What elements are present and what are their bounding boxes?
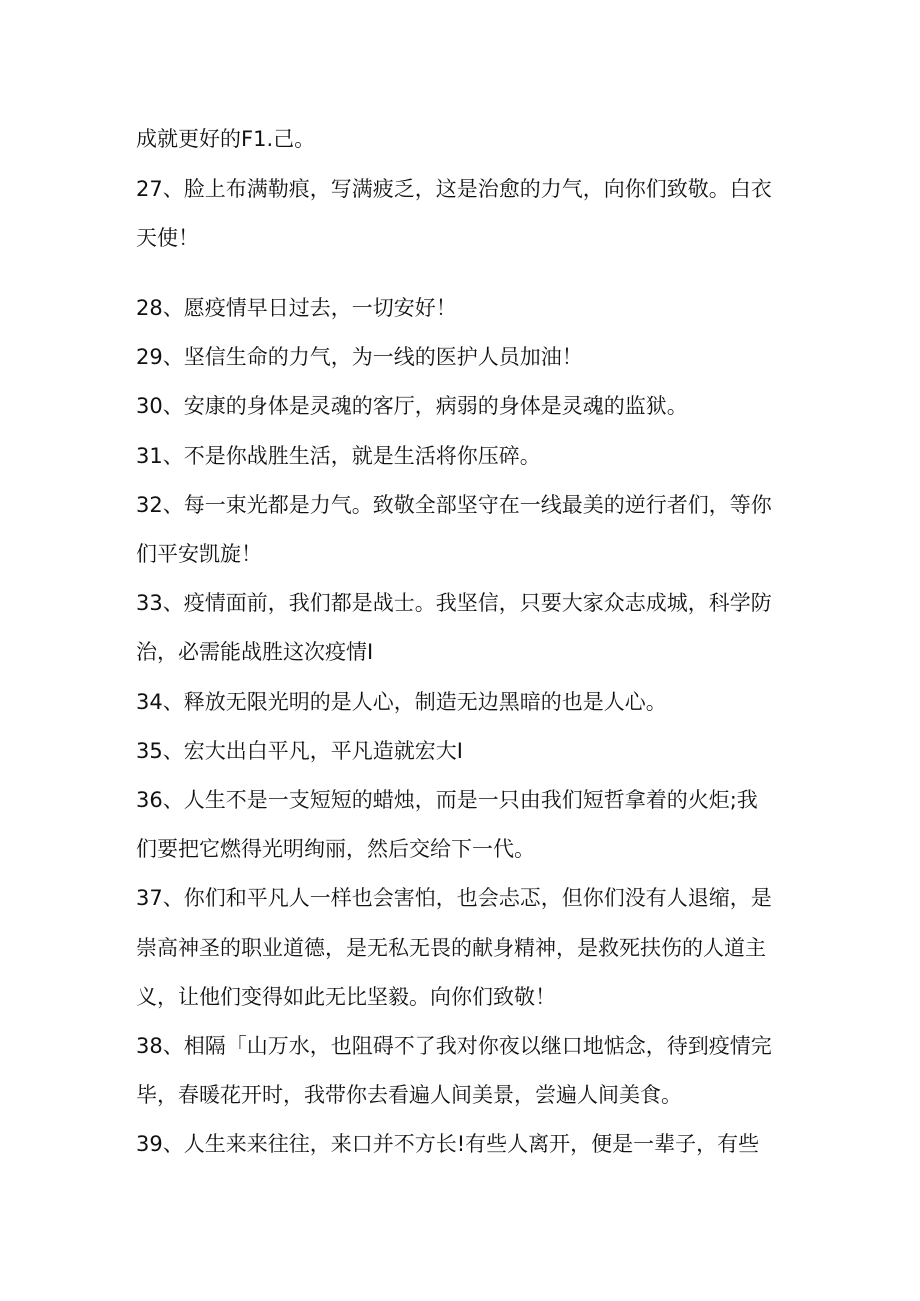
text-line: 30、安康的身体是灵魂的客厅，病弱的身体是灵魂的监狱。: [136, 394, 688, 418]
text-line: 29、坚信生命的力气，为一线的医护人员加油！: [136, 345, 583, 369]
text-line: 义，让他们变得如此无比坚毅。向你们致敬！: [136, 985, 556, 1009]
text-line: 31、不是你战胜生活，就是生活将你压碎。: [136, 444, 541, 468]
text-line: 33、疫情面前，我们都是战士。我坚信，只要大家众志成城，科学防: [136, 591, 772, 615]
text-line: 35、宏大出白平凡，平凡造就宏大I: [136, 739, 463, 763]
text-line: 32、每一束光都是力气。致敬全部坚守在一线最美的逆行者们，等你: [136, 493, 772, 517]
text-line: 天使！: [136, 226, 199, 250]
text-line: 37、你们和平凡人一样也会害怕，也会忐忑，但你们没有人退缩，是: [136, 886, 772, 910]
text-line: 38、相隔「山万水，也阻碍不了我对你夜以继口地惦念，待到疫情完: [136, 1034, 772, 1058]
text-line: 成就更好的F1.己。: [136, 127, 316, 151]
text-line: 34、释放无限光明的是人心，制造无边黑暗的也是人心。: [136, 690, 667, 714]
text-line: 毕，春暖花开时，我带你去看遍人间美景，尝遍人间美食。: [136, 1083, 682, 1107]
text-line: 27、脸上布满勒痕，写满疲乏，这是治愈的力气，向你们致敬。白衣: [136, 177, 772, 201]
text-line: 崇高神圣的职业道德，是无私无畏的献身精神，是救死扶伤的人道主: [136, 936, 766, 960]
text-line: 36、人生不是一支短短的蜡烛，而是一只由我们短哲拿着的火炬;我: [136, 788, 758, 812]
text-line: 39、人生来来往往，来口并不方长!有些人离开，便是一辈子，有些: [136, 1132, 760, 1156]
text-line: 们要把它燃得光明绚丽，然后交给下一代。: [136, 837, 535, 861]
text-line: 28、愿疫情早日过去，一切安好！: [136, 296, 457, 320]
text-line: 们平安凯旋！: [136, 542, 262, 566]
text-line: 治，必需能战胜这次疫情I: [136, 640, 374, 664]
